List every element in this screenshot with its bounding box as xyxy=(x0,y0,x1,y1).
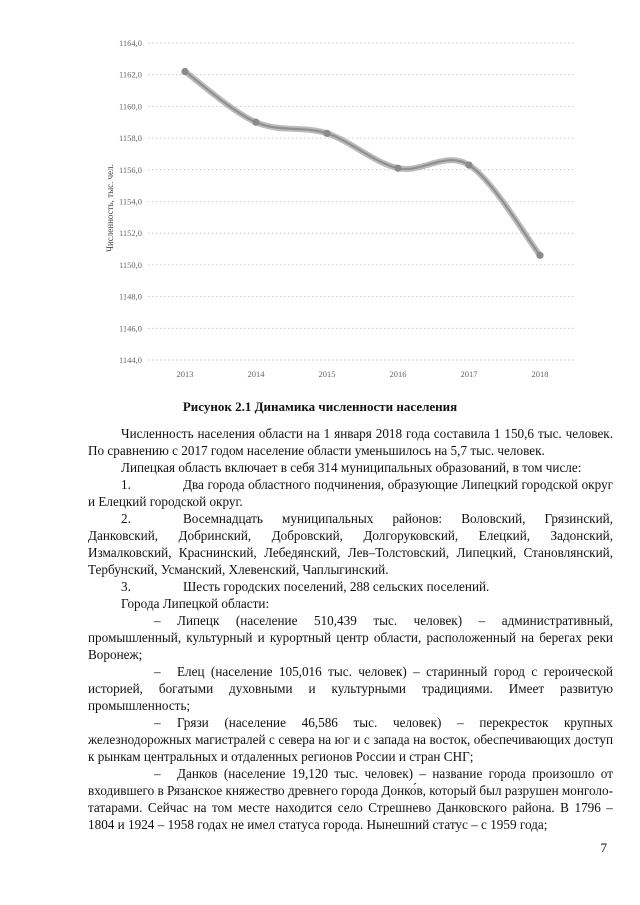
city-text: Елец (население 105,016 тыс. человек) – старинный город с героической историей, богатыми духовными и культурными традициями. Имеет развитую промышленность; xyxy=(88,664,613,713)
city-item xyxy=(88,612,613,663)
population-line-chart xyxy=(0,0,640,395)
page-number: 7 xyxy=(600,840,607,855)
data-point xyxy=(252,119,259,126)
y-tick-label: 1144,0 xyxy=(118,355,142,365)
document-body xyxy=(88,425,613,833)
city-dash: – xyxy=(154,613,161,628)
x-tick-label: 2013 xyxy=(176,369,194,379)
data-points xyxy=(181,68,543,259)
city-text: Данков (население 19,120 тыс. человек) – название города произошло от входившего в Рязанское княжество древнего города Донко́в, который был разрушен монголо-татарами. Сейчас на том месте находится село Стрешнево Данковского района. В 1796 – 1804 и 1924 – 1958 годах не имел статуса города. Нынешний статус – с 1959 года; xyxy=(88,766,613,832)
list-item-text: Два города областного подчинения, образующие Липецкий городской округ и Елецкий городской округ. xyxy=(88,477,613,509)
y-tick-label: 1164,0 xyxy=(118,38,142,48)
data-point xyxy=(181,68,188,75)
data-point xyxy=(323,130,330,137)
city-dash: – xyxy=(154,715,161,730)
city-text: Грязи (население 46,586 тыс. человек) – перекресток крупных железнодорожных магистралей с севера на юг и с запада на восток, обеспечивающих доступ к рынкам центральных и отдаленных регионов России и стран СНГ; xyxy=(88,715,613,764)
city-item xyxy=(88,765,613,833)
y-tick-label: 1152,0 xyxy=(118,228,142,239)
x-tick-label: 2015 xyxy=(318,369,336,379)
list-item xyxy=(88,510,613,578)
list-item-text: Шесть городских поселений, 288 сельских поселений. xyxy=(183,579,490,594)
y-tick-label: 1150,0 xyxy=(118,259,142,270)
y-tick-label: 1154,0 xyxy=(118,196,142,207)
list-item-number: 3. xyxy=(121,579,131,594)
city-item xyxy=(88,714,613,765)
figure-caption: Рисунок 2.1 Динамика численности населения xyxy=(182,399,458,414)
city-dash: – xyxy=(154,766,161,781)
population-series-line xyxy=(185,72,540,256)
y-tick-label: 1148,0 xyxy=(118,291,142,302)
x-tick-label: 2016 xyxy=(389,369,407,379)
y-tick-label: 1158,0 xyxy=(118,133,142,144)
x-axis-ticks xyxy=(177,369,549,379)
city-text: Липецк (население 510,439 тыс. человек) – административный, промышленный, культурный и курортный центр области, расположенный на берегах реки Воронеж; xyxy=(88,613,613,662)
city-dash: – xyxy=(154,664,161,679)
y-axis-ticks xyxy=(119,38,142,365)
list-item-number: 2. xyxy=(121,511,131,526)
data-point xyxy=(394,165,401,172)
list-item-number: 1. xyxy=(121,477,131,492)
y-tick-label: 1162,0 xyxy=(118,69,142,80)
list-item xyxy=(88,578,613,595)
x-tick-label: 2017 xyxy=(460,369,478,379)
paragraph-population: Численность населения области на 1 января 2018 года составила 1 150,6 тыс. человек. По сравнению с 2017 годом население области уменьшилось на 5,7 тыс. человек. xyxy=(88,426,613,458)
paragraph-municipalities: Липецкая область включает в себя 314 муниципальных образований, в том числе: xyxy=(121,460,582,475)
data-point xyxy=(536,252,543,259)
x-tick-label: 2018 xyxy=(531,369,549,379)
list-item-text: Восемнадцать муниципальных районов: Воловский, Грязинский, Данковский, Добринский, Добровский, Долгоруковский, Елецкий, Задонский, Измалковский, Краснинский, Лебедянский, Лев–Толстовский, Липецкий, Становлянский, Тербунский, Усманский, Хлевенский, Чаплыгинский. xyxy=(88,511,613,577)
y-tick-label: 1156,0 xyxy=(118,164,142,175)
y-axis-title: Численность, тыс. чел. xyxy=(105,164,115,252)
data-point xyxy=(465,161,472,168)
paragraph-cities-heading: Города Липецкой области: xyxy=(121,596,270,611)
list-item xyxy=(88,476,613,510)
x-tick-label: 2014 xyxy=(247,369,265,379)
city-item xyxy=(88,663,613,714)
y-tick-label: 1160,0 xyxy=(118,101,142,112)
y-tick-label: 1146,0 xyxy=(118,323,142,334)
series-line-shadow xyxy=(185,72,540,256)
